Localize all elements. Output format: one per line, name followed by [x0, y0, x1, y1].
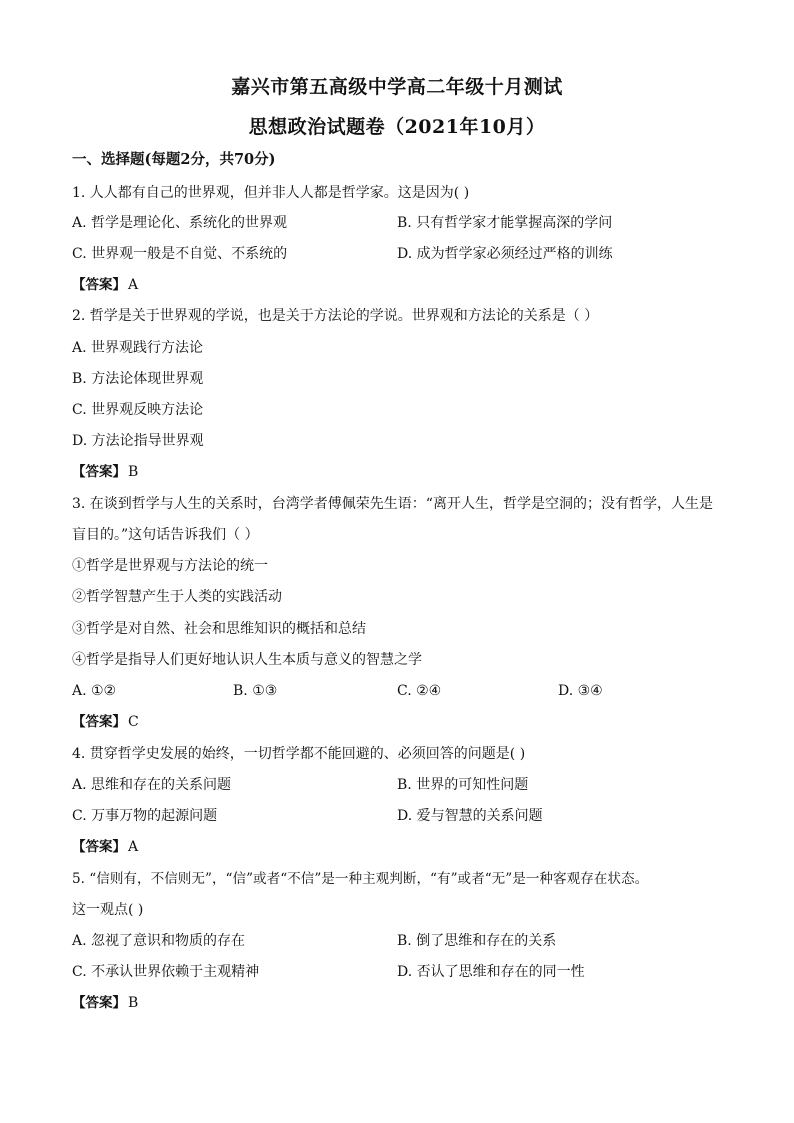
question-3-statement-2: ②哲学智慧产生于人类的实践活动 [72, 589, 282, 605]
section-heading: 一、选择题(每题2分，共70分) [72, 151, 276, 168]
question-2-option-c: C. 世界观反映方法论 [72, 402, 204, 418]
question-2-option-a: A. 世界观践行方法论 [72, 340, 204, 356]
question-2-answer [72, 463, 138, 481]
question-3-option-a: A. ①② [72, 683, 117, 699]
answer-value: C [128, 714, 139, 730]
answer-label: 【答案】 [72, 839, 126, 855]
answer-label: 【答案】 [72, 277, 126, 293]
question-3-stem-line1: 3. 在谈到哲学与人生的关系时，台湾学者傅佩荣先生语：“离开人生，哲学是空洞的；没有哲学，人生是 [72, 496, 713, 512]
question-1-option-b: B. 只有哲学家才能掌握高深的学问 [397, 215, 613, 231]
question-4-answer [72, 838, 138, 856]
question-4-option-c: C. 万事万物的起源问题 [72, 808, 218, 824]
question-1-option-c: C. 世界观一般是不自觉、不系统的 [72, 246, 288, 262]
question-4-stem: 4. 贯穿哲学史发展的始终，一切哲学都不能回避的、必须回答的问题是( ) [72, 746, 526, 762]
question-1-answer [72, 276, 138, 294]
answer-label: 【答案】 [72, 464, 126, 480]
question-5-stem-line1: 5. “信则有，不信则无”，“信”或者“不信”是一种主观判断，“有”或者“无”是一种客观存在状态。 [72, 871, 649, 887]
answer-value: A [128, 839, 139, 855]
question-3-statement-3: ③哲学是对自然、社会和思维知识的概括和总结 [72, 621, 366, 637]
question-2-option-d: D. 方法论指导世界观 [72, 433, 204, 449]
answer-value: B [128, 464, 139, 480]
question-3-option-c: C. ②④ [397, 683, 442, 699]
exam-title: 嘉兴市第五高级中学高二年级十月测试 [231, 76, 563, 98]
question-3-statement-1: ①哲学是世界观与方法论的统一 [72, 558, 268, 574]
question-5-option-c: C. 不承认世界依赖于主观精神 [72, 964, 260, 980]
exam-subtitle: 思想政治试题卷（2021年10月） [248, 116, 546, 138]
question-1-stem: 1. 人人都有自己的世界观，但并非人人都是哲学家。这是因为( ) [72, 185, 470, 201]
question-5-option-b: B. 倒了思维和存在的关系 [397, 933, 557, 949]
answer-value: B [128, 995, 139, 1011]
question-4-option-b: B. 世界的可知性问题 [397, 777, 529, 793]
question-2-option-b: B. 方法论体现世界观 [72, 371, 204, 387]
question-3-option-d: D. ③④ [558, 683, 603, 699]
question-1-option-d: D. 成为哲学家必须经过严格的训练 [397, 246, 613, 262]
answer-label: 【答案】 [72, 995, 126, 1011]
question-3-option-b: B. ①③ [233, 683, 278, 699]
question-2-stem: 2. 哲学是关于世界观的学说，也是关于方法论的学说。世界观和方法论的关系是（ ） [72, 308, 599, 324]
question-5-stem-line2: 这一观点( ) [72, 902, 144, 918]
answer-label: 【答案】 [72, 714, 126, 730]
question-1-option-a: A. 哲学是理论化、系统化的世界观 [72, 215, 288, 231]
question-3-stem-line2: 盲目的。”这句话告诉我们（ ） [72, 527, 259, 543]
question-4-option-a: A. 思维和存在的关系问题 [72, 777, 232, 793]
question-5-option-a: A. 忽视了意识和物质的存在 [72, 933, 246, 949]
question-3-statement-4: ④哲学是指导人们更好地认识人生本质与意义的智慧之学 [72, 652, 422, 668]
question-5-answer [72, 994, 138, 1012]
question-5-option-d: D. 否认了思维和存在的同一性 [397, 964, 585, 980]
question-3-answer [72, 713, 139, 731]
question-4-option-d: D. 爱与智慧的关系问题 [397, 808, 543, 824]
answer-value: A [128, 277, 139, 293]
